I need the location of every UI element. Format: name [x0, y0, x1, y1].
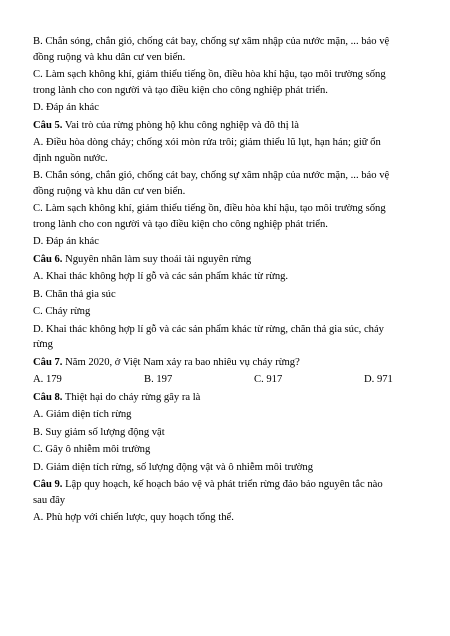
question-8-label: Câu 8.	[33, 391, 63, 403]
q5-option-d: D. Đáp án khác	[33, 236, 99, 247]
q7-option-c: C. 917	[254, 374, 283, 385]
question-9-text-1: Lập quy hoạch, kế hoạch bảo vệ và phát triển rừng đảo bảo nguyên tắc nào	[62, 479, 383, 490]
q7-options	[33, 374, 421, 386]
q8-option-d: D. Giảm diện tích rừng, số lượng động vật và ô nhiễm môi trường	[33, 461, 313, 473]
question-6	[33, 254, 421, 266]
option-c-line-1: C. Làm sạch không khí, giảm thiểu tiếng ồn, điều hòa khí hậu, tạo môi trường sống	[33, 69, 386, 80]
option-d: D. Đáp án khác	[33, 102, 99, 113]
q5-option-c-line-2: trong lành cho con người và tạo điều kiện cho công nghiệp phát triển.	[33, 218, 328, 230]
question-9-label: Câu 9.	[33, 479, 63, 490]
question-7-text: Năm 2020, ở Việt Nam xảy ra bao nhiêu vụ cháy rừng?	[62, 356, 300, 368]
q5-option-b-line-2: đồng ruộng và khu dân cư ven biển.	[33, 185, 186, 197]
document-page	[33, 36, 421, 530]
q6-option-c: C. Cháy rừng	[33, 306, 91, 317]
q5-option-c-line-1: C. Làm sạch không khí, giảm thiểu tiếng ồn, điều hòa khí hậu, tạo môi trường sống	[33, 203, 386, 214]
q6-option-d-line-2: rừng	[33, 339, 53, 350]
q6-option-d-line-1: D. Khai thác không hợp lí gỗ và các sản phẩm khác từ rừng, chăn thả gia súc, cháy	[33, 323, 384, 335]
q8-option-a: A. Giảm diện tích rừng	[33, 409, 132, 420]
question-8-text: Thiệt hại do cháy rừng gây ra là	[62, 391, 201, 403]
question-9-line-2: sau đây	[33, 494, 66, 506]
question-6-text: Nguyên nhân làm suy thoái tài nguyên rừng	[62, 253, 252, 265]
q8-option-c: C. Gây ô nhiễm môi trường	[33, 444, 151, 455]
q5-option-a-line-1: A. Điều hòa dòng chảy; chống xói mòn rửa trôi; giảm thiểu lũ lụt, hạn hán; giữ ổn	[33, 137, 381, 148]
q5-option-b-line-1: B. Chắn sóng, chắn gió, chống cát bay, chống sự xâm nhập của nước mặn, ... bảo vệ	[33, 170, 390, 181]
question-5	[33, 120, 421, 132]
q7-option-a: A. 179	[33, 374, 62, 385]
q8-option-b: B. Suy giảm số lượng động vật	[33, 426, 165, 438]
question-9-line-1	[33, 479, 421, 491]
q7-option-d: D. 971	[364, 374, 393, 385]
q6-option-a: A. Khai thác không hợp lí gỗ và các sản phẩm khác từ rừng.	[33, 271, 289, 282]
question-7-label: Câu 7.	[33, 356, 63, 368]
q6-option-b: B. Chăn thả gia súc	[33, 288, 116, 300]
option-b-line-2: đồng ruộng và khu dân cư ven biển.	[33, 51, 186, 63]
question-6-label: Câu 6.	[33, 253, 63, 265]
option-c-line-2: trong lành cho con người và tạo điều kiện cho công nghiệp phát triển.	[33, 84, 328, 96]
q7-option-b: B. 197	[144, 374, 173, 385]
q9-option-a: A. Phù hợp với chiến lược, quy hoạch tổng thể.	[33, 512, 234, 523]
question-5-label: Câu 5.	[33, 119, 63, 131]
question-8	[33, 392, 421, 404]
question-7	[33, 357, 421, 369]
option-b-line-1: B. Chắn sóng, chắn gió, chống cát bay, chống sự xâm nhập của nước mặn, ... bảo vệ	[33, 36, 390, 47]
question-5-text: Vai trò của rừng phòng hộ khu công nghiệp và đô thị là	[62, 119, 299, 131]
q5-option-a-line-2: định nguồn nước.	[33, 152, 108, 164]
